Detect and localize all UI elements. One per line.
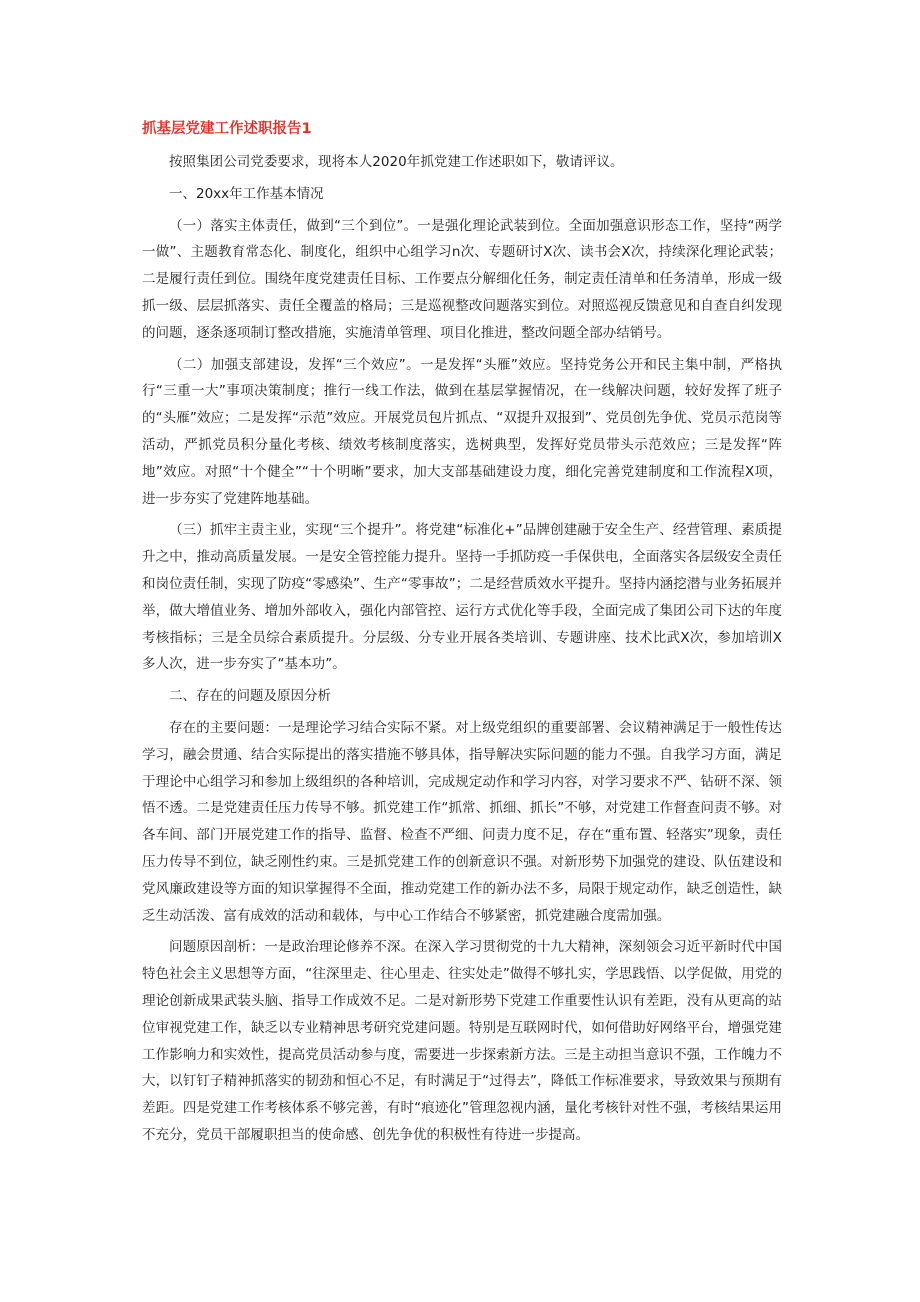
section-1-heading: 一、20xx年工作基本情况 [169, 185, 324, 202]
section-1-paragraph-2: （二）加强支部建设，发挥“三个效应”。一是发挥“头雁”效应。坚持党务公开和民主集中制，严格执行“三重一大”事项决策制度；推行一线工作法，做到在基层掌握情况，在一线解决问题，较好发挥了班子的“头雁”效应；二是发挥“示范”效应。开展党员包片抓点、“双提升双报到”、党员创先争优、党员示范岗等活动，严抓党员积分量化考核、绩效考核制度落实，选树典型，发挥好党员带头示范效应；三是发挥“阵地”效应。对照“十个健全”“十个明晰”要求，加大支部基础建设力度，细化完善党建制度和工作流程X项，进一步夯实了党建阵地基础。 [142, 356, 782, 507]
document-title: 抓基层党建工作述职报告1 [142, 121, 312, 137]
section-1-paragraph-3: （三）抓牢主责主业，实现“三个提升”。将党建“标准化+”品牌创建融于安全生产、经营管理、素质提升之中，推动高质量发展。一是安全管控能力提升。坚持一手抓防疫一手保供电，全面落实各层级安全责任和岗位责任制，实现了防疫“零感染”、生产“零事故”；二是经营质效水平提升。坚持内涵挖潜与业务拓展并举，做大增值业务、增加外部收入，强化内部管控、运行方式优化等手段，全面完成了集团公司下达的年度考核指标；三是全员综合素质提升。分层级、分专业开展各类培训、专题讲座、技术比武X次，参加培训X多人次，进一步夯实了“基本功”。 [142, 522, 782, 673]
intro-paragraph: 按照集团公司党委要求，现将本人2020年抓党建工作述职如下，敬请评议。 [169, 154, 624, 170]
section-2-paragraph-2: 问题原因剖析：一是政治理论修养不深。在深入学习贯彻党的十九大精神，深刻领会习近平新时代中国特色社会主义思想等方面，“往深里走、往心里走、往实处走”做得不够扎实，学思践悟、以学促做，用党的理论创新成果武装头脑、指导工作成效不足。二是对新形势下党建工作重要性认识有差距，没有从更高的站位审视党建工作，缺乏以专业精神思考研究党建问题。特别是互联网时代，如何借助好网络平台，增强党建工作影响力和实效性，提高党员活动参与度，需要进一步探索新方法。三是主动担当意识不强，工作魄力不大，以钉钉子精神抓落实的韧劲和恒心不足，有时满足于“过得去”，降低工作标准要求，导致效果与预期有差距。四是党建工作考核体系不够完善，有时“痕迹化”管理忽视内涵，量化考核针对性不强，考核结果运用不充分，党员干部履职担当的使命感、创先争优的积极性有待进一步提高。 [142, 939, 782, 1143]
section-1-paragraph-1: （一）落实主体责任，做到“三个到位”。一是强化理论武装到位。全面加强意识形态工作，坚持“两学一做”、主题教育常态化、制度化，组织中心组学习n次、专题研讨X次、读书会X次，持续深化理论武装；二是履行责任到位。围绕年度党建责任目标、工作要点分解细化任务，制定责任清单和任务清单，形成一级抓一级、层层抓落实、责任全覆盖的格局；三是巡视整改问题落实到位。对照巡视反馈意见和自查自纠发现的问题，逐条逐项制订整改措施，实施清单管理、项目化推进，整改问题全部办结销号。 [142, 217, 782, 341]
document-page [142, 116, 782, 1154]
section-2-paragraph-1: 存在的主要问题：一是理论学习结合实际不紧。对上级党组织的重要部署、会议精神满足于一般性传达学习，融会贯通、结合实际提出的落实措施不够具体，指导解决实际问题的能力不强。自我学习方面，满足于理论中心组学习和参加上级组织的各种培训，完成规定动作和学习内容，对学习要求不严、钻研不深、领悟不透。二是党建责任压力传导不够。抓党建工作“抓常、抓细、抓长”不够，对党建工作督查问责不够。对各车间、部门开展党建工作的指导、监督、检查不严细、问责力度不足，存在“重布置、轻落实”现象，责任压力传导不到位，缺乏刚性约束。三是抓党建工作的创新意识不强。对新形势下加强党的建设、队伍建设和党风廉政建设等方面的知识掌握得不全面，推动党建工作的新办法不多，局限于规定动作，缺乏创造性，缺乏生动活泼、富有成效的活动和载体，与中心工作结合不够紧密，抓党建融合度需加强。 [142, 719, 782, 924]
section-2-heading: 二、存在的问题及原因分析 [169, 688, 331, 705]
